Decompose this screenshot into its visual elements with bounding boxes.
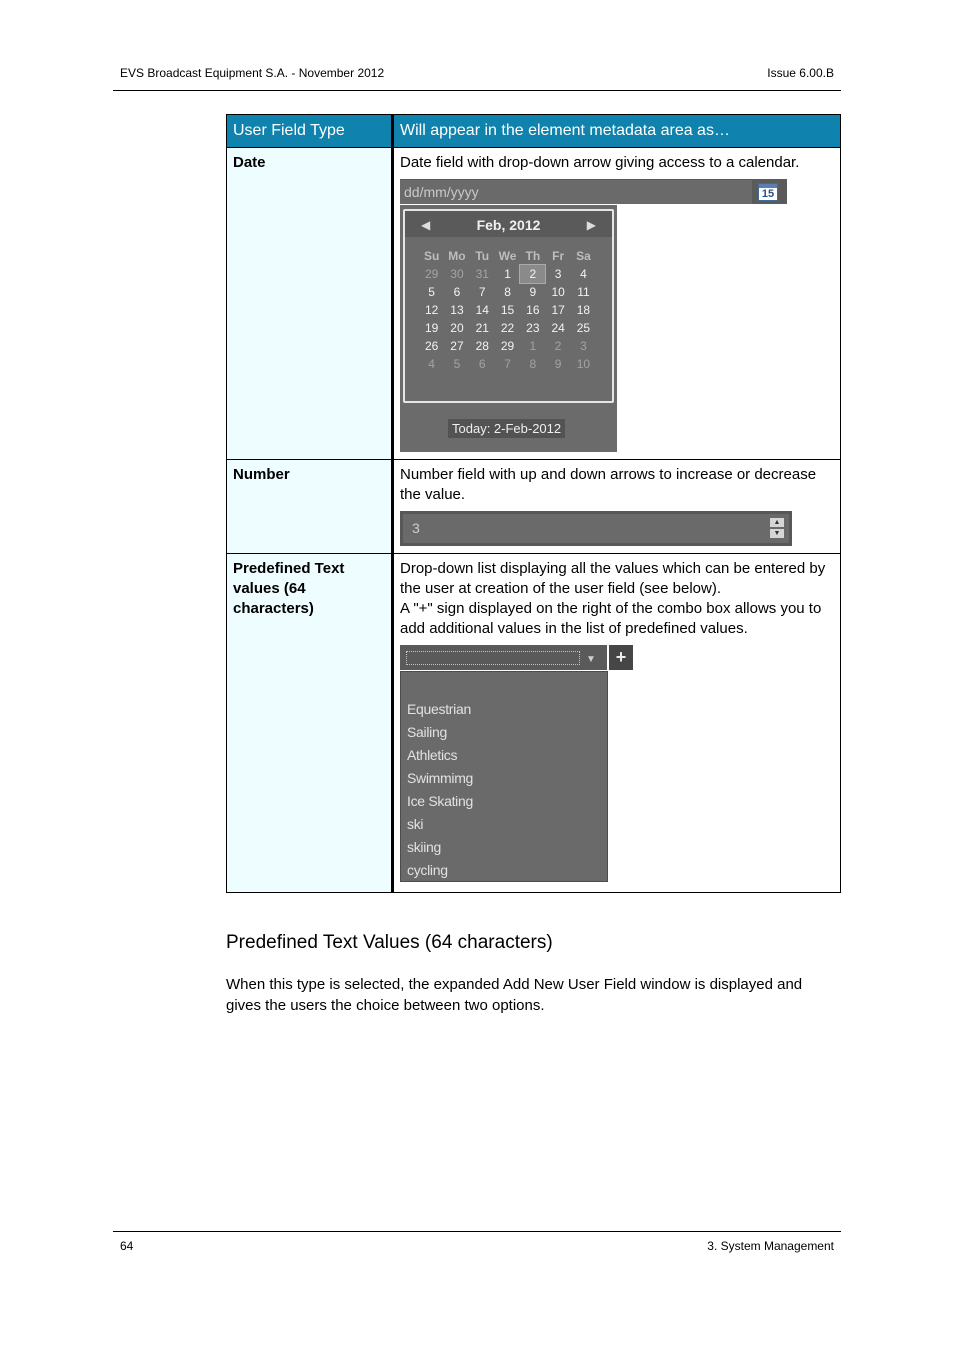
predefined-dropdown-list (400, 671, 608, 882)
list-item[interactable]: skiing (407, 839, 441, 855)
day-cell[interactable]: 6 (478, 357, 486, 371)
row-type-date: Date (227, 148, 393, 460)
column-header-appearance: Will appear in the element metadata area as… (393, 115, 841, 148)
day-cell[interactable]: 21 (475, 321, 489, 335)
day-cell[interactable]: 1 (529, 339, 537, 353)
header-right: Issue 6.00.B (767, 66, 834, 80)
list-item[interactable]: Swimmimg (407, 770, 474, 786)
weekday: Sa (576, 249, 591, 263)
calendar-dropdown (400, 205, 617, 452)
number-widget (400, 511, 792, 546)
footer-rule (113, 1231, 841, 1232)
day-cell[interactable]: 1 (504, 267, 511, 281)
page-number: 64 (120, 1239, 134, 1253)
list-item[interactable]: Ice Skating (407, 793, 473, 809)
day-cell[interactable]: 31 (475, 267, 489, 281)
table-row (227, 554, 841, 893)
predefined-combo-box[interactable] (400, 645, 607, 670)
day-cell[interactable]: 10 (576, 357, 591, 371)
day-cell[interactable]: 24 (551, 321, 565, 335)
chevron-down-icon[interactable]: ▼ (586, 654, 596, 665)
day-cell[interactable]: 7 (504, 357, 511, 371)
row-type-number: Number (227, 460, 393, 554)
number-spinner[interactable] (770, 518, 784, 540)
calendar-grid (419, 247, 609, 373)
week-row (419, 283, 609, 301)
day-cell[interactable]: 22 (500, 321, 515, 335)
day-cell[interactable]: 4 (428, 357, 435, 371)
spin-down-icon[interactable]: ▼ (770, 529, 784, 538)
weekday: Th (525, 249, 541, 263)
day-cell[interactable]: 17 (551, 303, 565, 317)
day-cell[interactable]: 9 (529, 285, 537, 299)
calendar-button[interactable] (752, 179, 787, 204)
footer-chapter: 3. System Management (707, 1239, 834, 1253)
weekday: We (498, 249, 517, 263)
day-cell[interactable]: 18 (576, 303, 591, 317)
day-cell[interactable]: 5 (453, 357, 461, 371)
calendar-icon: 15 (758, 183, 778, 201)
day-cell[interactable]: 5 (428, 285, 435, 299)
date-input[interactable]: dd/mm/yyyy (400, 179, 754, 204)
list-item[interactable]: Sailing (407, 724, 447, 740)
day-cell[interactable]: 16 (526, 303, 540, 317)
next-month-arrow-icon[interactable]: ▶ (586, 218, 596, 232)
list-item[interactable]: cycling (407, 862, 448, 878)
combo-focus-rect (406, 651, 580, 665)
list-item[interactable]: ski (407, 816, 424, 832)
column-header-type: User Field Type (227, 115, 393, 148)
day-cell[interactable]: 10 (551, 285, 565, 299)
number-description: Number field with up and down arrows to increase or decrease the value. (400, 466, 817, 503)
day-cell[interactable]: 19 (424, 321, 439, 335)
weekday: Fr (552, 249, 565, 263)
day-cell[interactable]: 3 (580, 339, 587, 353)
row-type-predefined: Predefined Text values (64 characters) (227, 554, 393, 893)
week-row (419, 355, 609, 373)
day-cell[interactable]: 26 (424, 339, 439, 353)
day-cell[interactable]: 14 (475, 303, 489, 317)
section-title: Predefined Text Values (64 characters) (226, 932, 553, 953)
list-item[interactable]: Equestrian (407, 701, 471, 717)
day-cell[interactable]: 27 (450, 339, 464, 353)
day-cell[interactable]: 8 (504, 285, 511, 299)
weekday: Mo (448, 249, 466, 263)
prev-month-arrow-icon[interactable]: ◀ (421, 218, 431, 232)
day-cell[interactable]: 4 (580, 267, 587, 281)
day-cell[interactable]: 12 (424, 303, 439, 317)
predefined-description-2: A "+" sign displayed on the right of the combo box allows you to add additional values in the list of predefined values. (400, 600, 822, 637)
day-cell[interactable]: 29 (424, 267, 439, 281)
date-description: Date field with drop-down arrow giving access to a calendar. (400, 154, 800, 171)
today-label[interactable]: Today: 2-Feb-2012 (448, 419, 565, 438)
row-description-predefined (393, 554, 841, 893)
day-cell[interactable]: 20 (450, 321, 464, 335)
calendar-box (403, 209, 614, 403)
day-cell[interactable]: 23 (526, 321, 540, 335)
list-item[interactable]: Athletics (407, 747, 458, 763)
table-header-row (227, 115, 841, 148)
weekday: Tu (475, 249, 490, 263)
day-cell[interactable]: 13 (450, 303, 464, 317)
day-cell[interactable]: 30 (450, 267, 464, 281)
spin-up-icon[interactable]: ▲ (770, 518, 784, 527)
day-cell[interactable]: 6 (453, 285, 461, 299)
day-cell[interactable]: 11 (577, 285, 590, 299)
user-field-table (226, 114, 841, 893)
day-cell[interactable]: 9 (554, 357, 562, 371)
day-cell[interactable]: 28 (475, 339, 489, 353)
calendar-month: Feb, 2012 (476, 217, 541, 233)
section-body: When this type is selected, the expanded Add New User Field window is displayed and gives the users the choice between two options. (226, 976, 803, 1014)
day-cell[interactable]: 29 (500, 339, 515, 353)
day-cell[interactable]: 7 (478, 285, 486, 299)
row-description-date (393, 148, 841, 460)
add-value-button[interactable]: + (609, 645, 633, 670)
date-picker-widget (400, 179, 787, 453)
week-row (419, 265, 609, 283)
week-row (419, 301, 609, 319)
day-cell[interactable]: 2 (554, 339, 562, 353)
day-cell[interactable]: 15 (500, 303, 515, 317)
predefined-combo-widget (400, 645, 634, 881)
predefined-description: Drop-down list displaying all the values which can be entered by the user at creation of the user field (see below). (400, 560, 826, 597)
header-left: EVS Broadcast Equipment S.A. - November 2012 (120, 66, 385, 80)
header-rule (113, 90, 841, 91)
table-row (227, 460, 841, 554)
week-row (419, 337, 609, 355)
day-cell[interactable]: 25 (576, 321, 591, 335)
day-cell-selected[interactable]: 2 (520, 265, 545, 283)
table-row (227, 148, 841, 460)
number-input[interactable]: 3 (403, 514, 789, 543)
calendar-header (405, 211, 612, 237)
day-cell[interactable]: 3 (554, 267, 562, 281)
week-row (419, 319, 609, 337)
weekday-row (419, 247, 609, 265)
row-description-number (393, 460, 841, 554)
weekday: Su (423, 249, 440, 263)
day-cell[interactable]: 8 (529, 357, 537, 371)
